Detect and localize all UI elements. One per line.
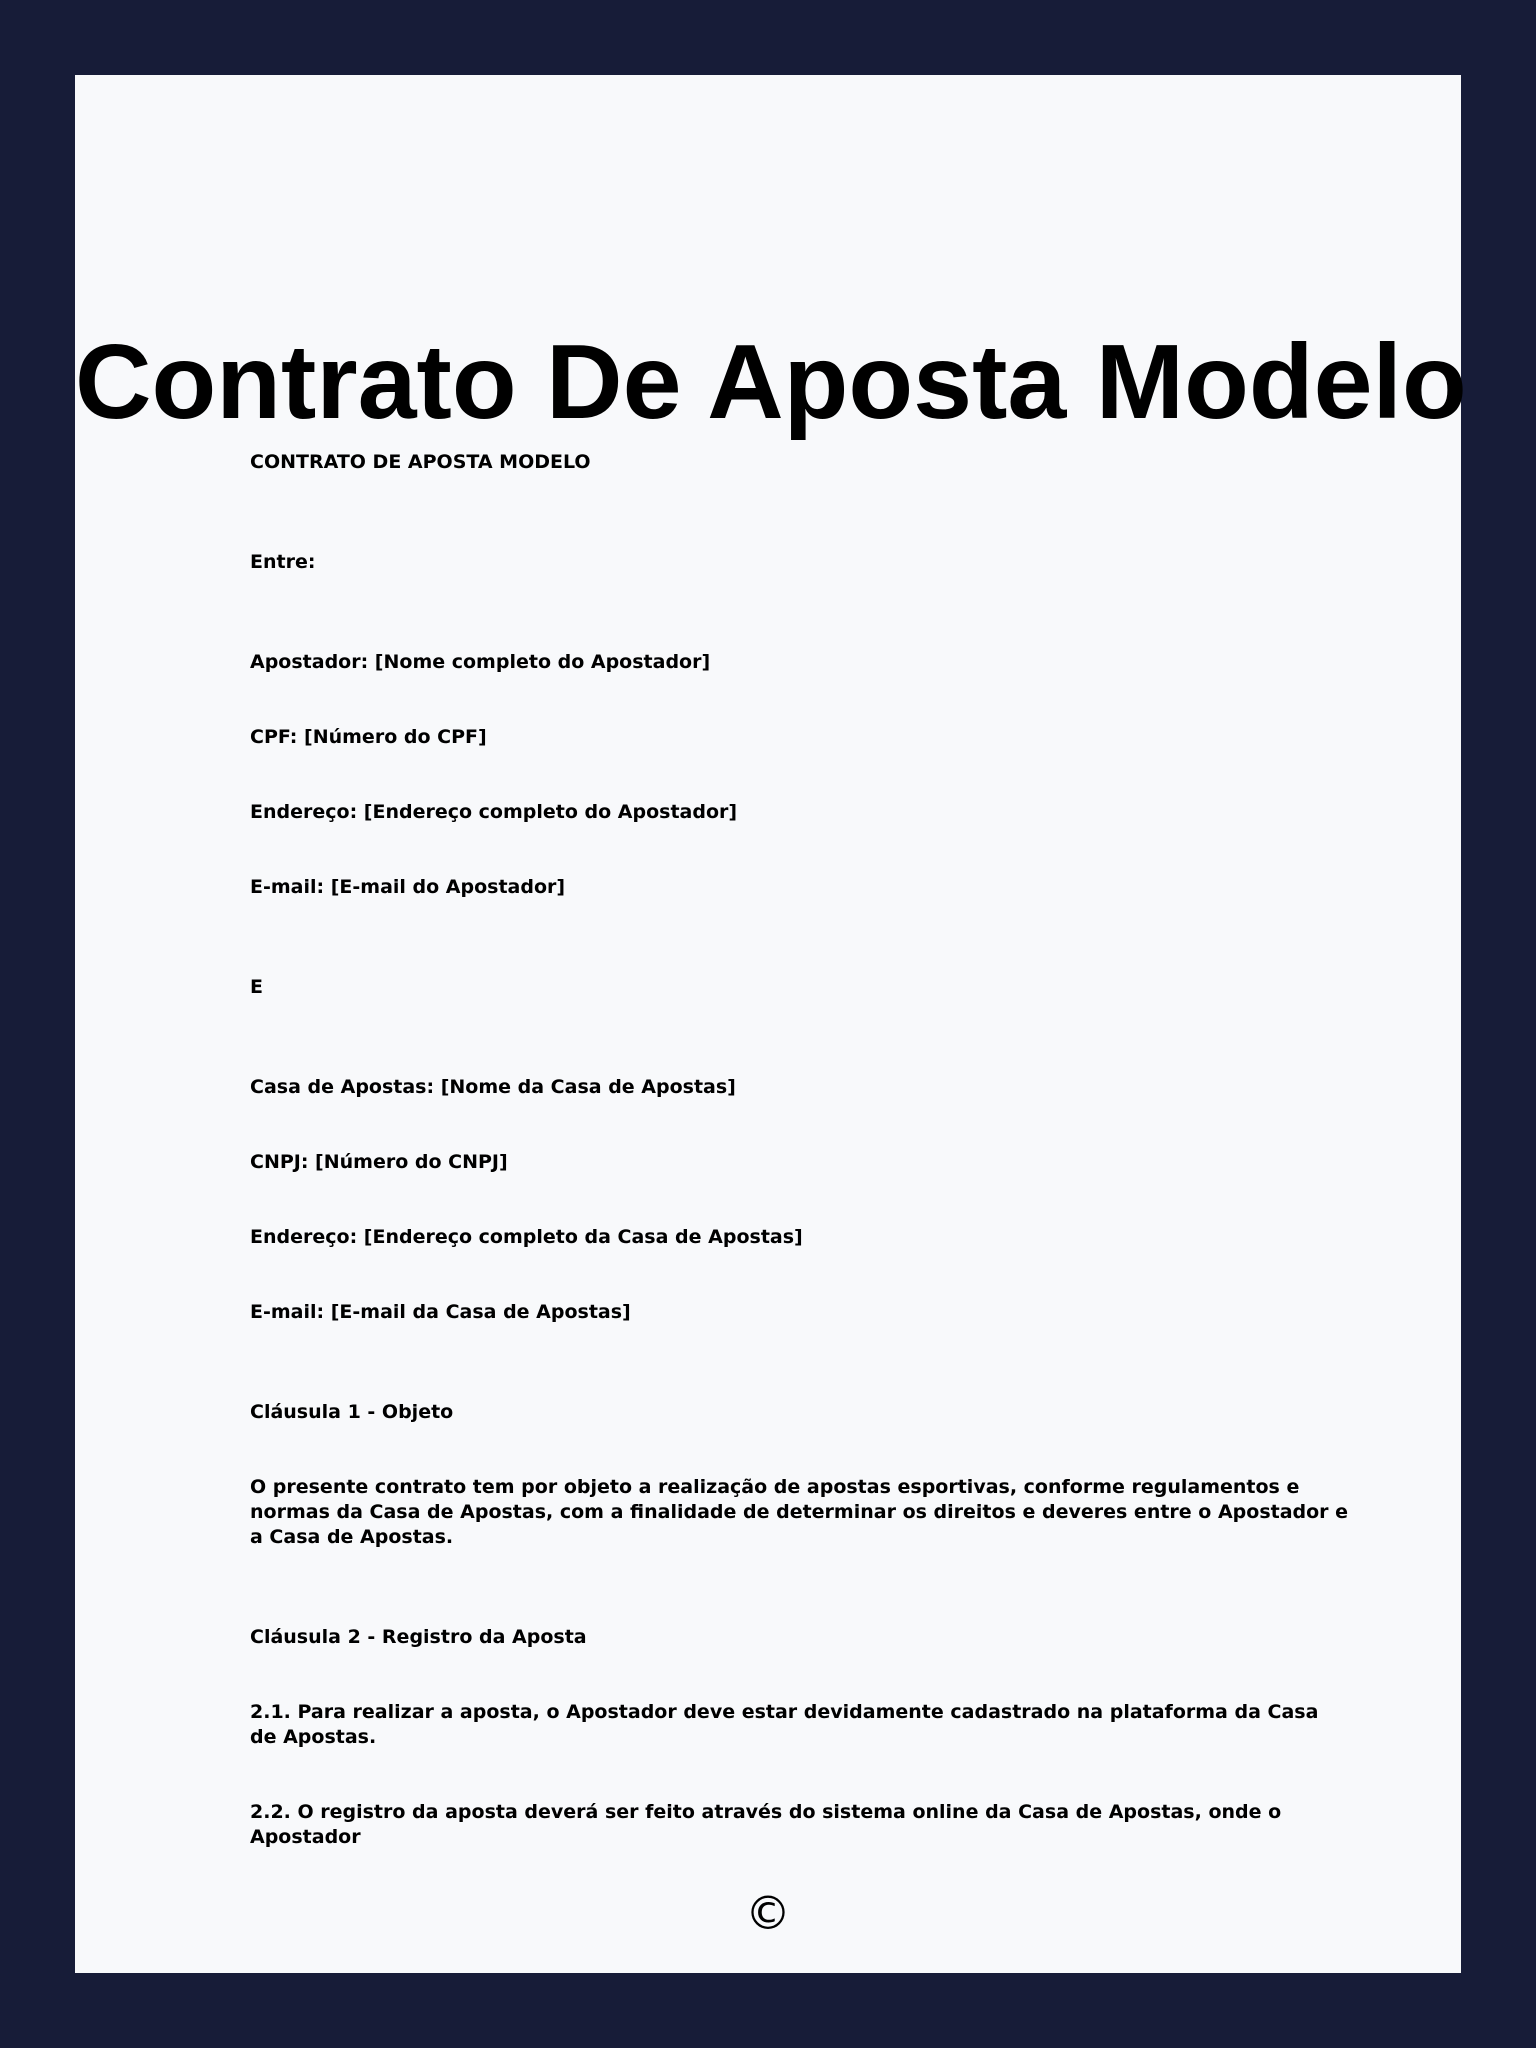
house-address-field: Endereço: [Endereço completo da Casa de Apostas]	[250, 1226, 803, 1248]
document-page	[75, 75, 1467, 1973]
contract-heading: CONTRATO DE APOSTA MODELO	[250, 451, 591, 473]
clause-2-1-text: 2.1. Para realizar a aposta, o Apostador deve estar devidamente cadastrado na plataforma da Casa de Apostas.	[250, 1701, 1319, 1748]
house-email-field: E-mail: [E-mail da Casa de Apostas]	[250, 1301, 631, 1323]
bettor-name-field: Apostador: [Nome completo do Apostador]	[250, 651, 711, 673]
clause-1-text: O presente contrato tem por objeto a realização de apostas esportivas, conforme regulamentos e normas da Casa de Apostas, com a finalidade de determinar os direitos e deveres entre o Apostador e a Casa de Apostas.	[250, 1476, 1349, 1548]
bettor-address-field: Endereço: [Endereço completo do Apostador]	[250, 801, 738, 823]
house-cnpj-field: CNPJ: [Número do CNPJ]	[250, 1151, 508, 1173]
clause-2-title: Cláusula 2 - Registro da Aposta	[250, 1626, 587, 1648]
parties-intro: Entre:	[250, 551, 316, 573]
parties-separator: E	[250, 976, 263, 998]
bettor-cpf-field: CPF: [Número do CPF]	[250, 726, 487, 748]
copyright-icon: ©	[745, 1886, 791, 1940]
bettor-email-field: E-mail: [E-mail do Apostador]	[250, 876, 566, 898]
document-title: Contrato De Aposta Modelo	[75, 323, 1467, 441]
house-name-field: Casa de Apostas: [Nome da Casa de Apostas]	[250, 1076, 736, 1098]
clause-2-2-text: 2.2. O registro da aposta deverá ser feito através do sistema online da Casa de Apostas, onde o Apostador	[250, 1801, 1282, 1848]
clause-1-title: Cláusula 1 - Objeto	[250, 1401, 454, 1423]
